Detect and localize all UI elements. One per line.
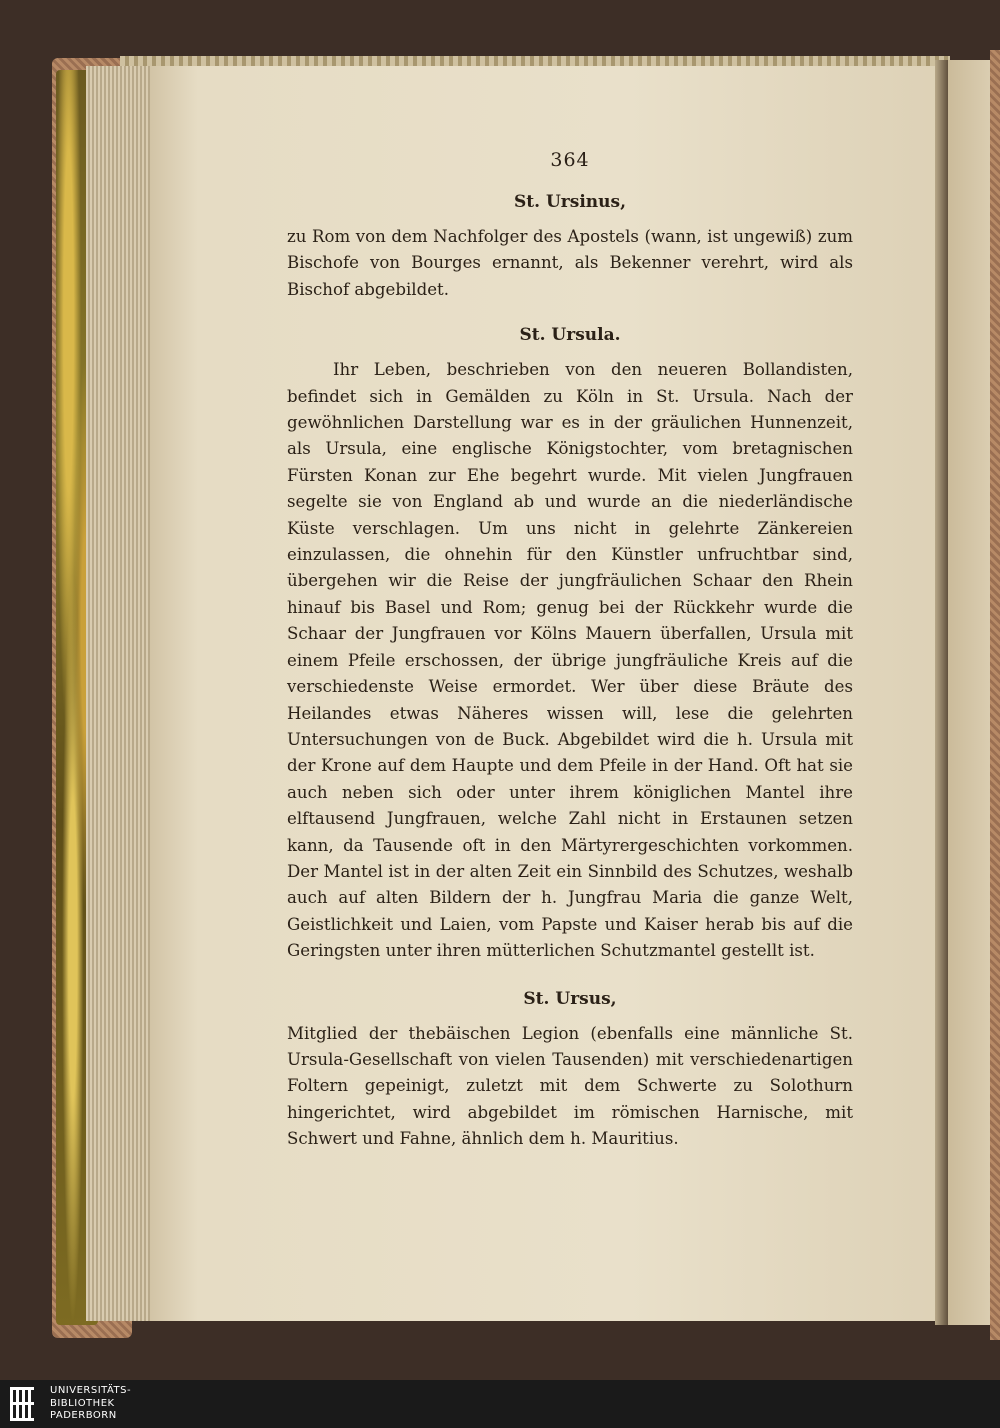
library-name-line-2: BIBLIOTHEK bbox=[50, 1397, 115, 1409]
paragraph-ursinus: zu Rom von dem Nachfolger des Apostels (wann, ist ungewiß) zum Bischofe von Bourges ernannt, als Bekenner verehrt, wird als Bischof abgebildet. bbox=[287, 227, 853, 299]
paragraph-ursula: Ihr Leben, beschrieben von den neueren Bollandisten, befindet sich in Gemälden zu Köln in St. Ursula. Nach der gewöhnlichen Darstellung war es in der gräulichen Hunnenzeit, als Ursula, eine englische Königstochter, vom bretagnischen Fürsten Konan zur Ehe begehrt wurde. Mit vielen Jungfrauen segelte sie von England ab und wurde an die niederländische Küste verschlagen. Um uns nicht in gelehrte Zänkereien einzulassen, die ohnehin für den Künstler unfruchtbar sind, übergehen wir die Reise der jungfräulichen Schaar den Rhein hinauf bis Basel und Rom; genug bei der Rückkehr wurde die Schaar der Jungfrauen vor Kölns Mauern überfallen, Ursula mit einem Pfeile erschossen, der übrige jungfräuliche Kreis auf die verschiedenste Weise ermordet. Wer über diese Bräute des Heilandes etwas Näheres wissen will, lese die gelehrten Untersuchungen von de Buck. Abgebildet wird die h. Ursula mit der Krone auf dem Haupte und dem Pfeile in der Hand. Oft hat sie auch neben sich oder unter ihrem königlichen Mantel ihre elftausend Jungfrauen, welche Zahl nicht in Erstaunen setzen kann, da Tausende oft in den Märtyrergeschichten vorkommen. Der Mantel ist in der alten Zeit ein Sinnbild des Schutzes, weshalb auch auf alten Bildern der h. Jungfrau Maria die ganze Welt, Geistlichkeit und Laien, vom Papste und Kaiser herab bis auf die Geringsten unter ihren mütterlichen Schutzmantel gestellt ist. bbox=[287, 360, 853, 961]
footer-bar bbox=[0, 1380, 1000, 1428]
page-side-edges bbox=[86, 66, 156, 1321]
library-name-line-3: PADERBORN bbox=[50, 1410, 117, 1421]
library-logo-icon bbox=[8, 1385, 36, 1423]
section-heading-ursinus: St. Ursinus, bbox=[514, 192, 626, 212]
section-heading-ursula: St. Ursula. bbox=[519, 325, 621, 346]
book-gutter bbox=[935, 60, 949, 1325]
library-name-line-1: UNIVERSITÄTS- bbox=[50, 1385, 132, 1396]
book-cover-right bbox=[990, 50, 1000, 1340]
section-heading-ursus: St. Ursus, bbox=[523, 988, 617, 1009]
paragraph-ursus: Mitglied der thebäischen Legion (ebenfalls eine männliche St. Ursula-Gesellschaft von vielen Tausenden) mit verschiedenartigen Foltern gepeinigt, zuletzt mit dem Schwerte zu Solothurn hingerichtet, wird abgebildet im römischen Harnische, mit Schwert und Fahne, ähnlich dem h. Mauritius. bbox=[287, 1023, 853, 1149]
library-name bbox=[50, 1385, 131, 1423]
page-text bbox=[287, 146, 853, 1153]
page-number: 364 bbox=[550, 149, 590, 171]
